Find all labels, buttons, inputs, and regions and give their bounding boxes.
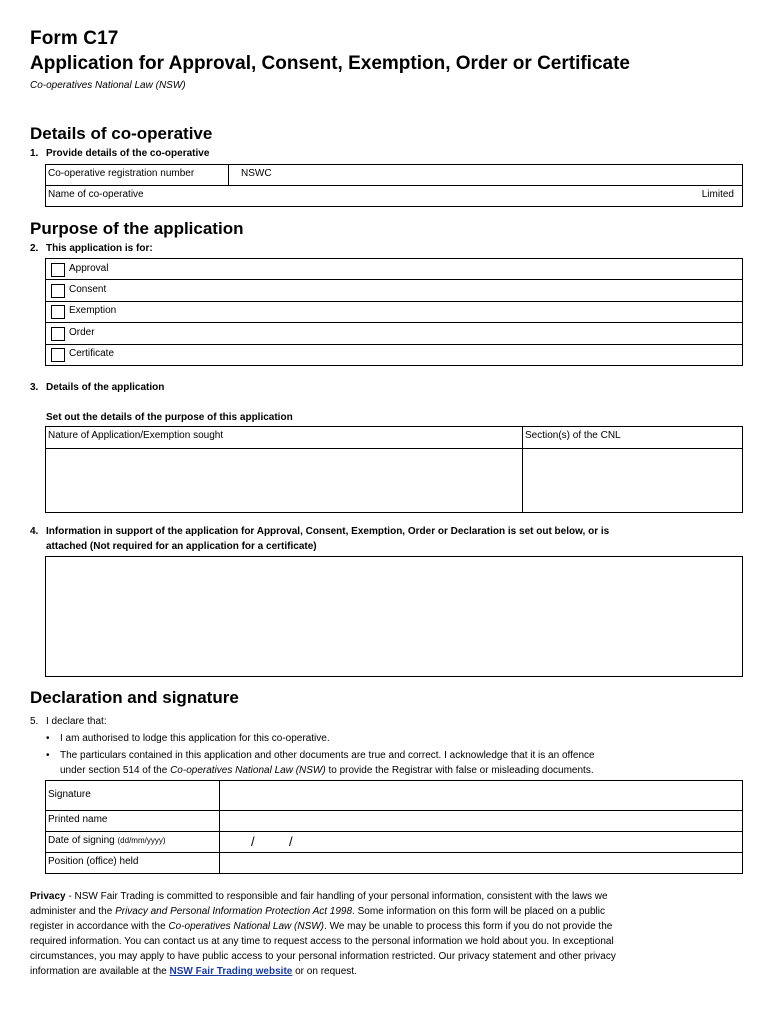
- registration-number-label: Co-operative registration number: [45, 164, 229, 186]
- details-instruction: Set out the details of the purpose of this application: [46, 412, 293, 423]
- option-row-consent: [45, 280, 743, 302]
- registration-prefix: NSWC: [241, 168, 272, 179]
- option-label: Consent: [69, 284, 107, 295]
- section-field[interactable]: [522, 448, 743, 513]
- cooperative-name-field[interactable]: [228, 185, 743, 207]
- bullet-icon: •: [46, 733, 50, 744]
- certificate-checkbox[interactable]: [51, 348, 65, 362]
- printed-name-label: Printed name: [45, 810, 220, 832]
- option-label: Certificate: [69, 348, 115, 359]
- section-heading-details: Details of co-operative: [30, 124, 213, 143]
- question-5: [30, 714, 107, 729]
- question-number: 1.: [30, 148, 39, 159]
- printed-name-field[interactable]: [219, 810, 743, 832]
- date-field[interactable]: [219, 831, 743, 853]
- section-heading-declaration: Declaration and signature: [30, 688, 239, 707]
- bullet-icon: •: [46, 750, 50, 761]
- signature-field[interactable]: [219, 780, 743, 811]
- position-field[interactable]: [219, 852, 743, 874]
- question-number: 5.: [30, 716, 39, 727]
- option-label: Order: [69, 327, 95, 338]
- order-checkbox[interactable]: [51, 327, 65, 341]
- form-title: Application for Approval, Consent, Exemption, Order or Certificate: [30, 53, 630, 74]
- name-suffix: Limited: [701, 189, 734, 200]
- question-text-line-1: Information in support of the application for Approval, Consent, Exemption, Order or Declaration is set out below, or is: [46, 526, 610, 537]
- approval-checkbox[interactable]: [51, 263, 65, 277]
- question-text-line-2: attached (Not required for an application for a certificate): [46, 541, 317, 552]
- question-text: Provide details of the co-operative: [46, 148, 210, 159]
- question-number: 2.: [30, 243, 39, 254]
- option-row-certificate: [45, 344, 743, 366]
- nature-column-header: Nature of Application/Exemption sought: [45, 426, 523, 449]
- section-heading-purpose: Purpose of the application: [30, 219, 244, 238]
- position-label: Position (office) held: [45, 852, 220, 874]
- support-information-field[interactable]: [45, 556, 743, 677]
- exemption-checkbox[interactable]: [51, 305, 65, 319]
- question-1: [30, 148, 209, 159]
- date-separator: /: [289, 834, 293, 849]
- nature-field[interactable]: [45, 448, 523, 513]
- question-text: I declare that:: [46, 716, 107, 727]
- question-number: 4.: [30, 526, 39, 537]
- section-column-header: Section(s) of the CNL: [522, 426, 743, 449]
- form-page: Form C17 Application for Approval, Consent, Exemption, Order or Certificate Co-operatives National Law (NSW) Details of co-operative 1. Provide details of the co-operative Co-operative registration number NSWC Name of co-operative Limited Purpose of the application 2. This application is for: Approval Consent Exemption Order Certificate 3. Details of the application Set out the details of the purpose of this application Nature of Application/Exemption sought Section(s) of the CNL 4. Information in support of the application for Approval, Consent, Exemption, Order or Declaration is set out below, or is attached (Not required for an application for a certificate) Declaration and signature 5. I declare that: • I am authorised to lodge this application for this co-operative. • The particulars contained in this application and other documents are true and correct. I acknowledge that it is an offence under section 514 of the Co-operatives National Law (NSW) to provide the Registrar with false or misleading documents. Signature Printed name Date of signing (dd/mm/yyyy) / / Position (office) held Privacy - NSW Fair Trading is committed to responsible and fair handling of your personal information, consistent with the laws we administer and the Privacy and Personal Information Protection Act 1998. Some information on this form will be placed on a public register in accordance with the Co-operatives National Law (NSW). We may be unable to process this form if you do not provide the required information. You can contact us at any time to request access to the personal information we hold about you. In exceptional circumstances, you may apply to have public access to your personal information restricted. Our privacy statement and other privacy information are available at the NSW Fair Trading website or on request.: [0, 0, 770, 1024]
- option-row-order: [45, 323, 743, 345]
- question-text: This application is for:: [46, 243, 153, 254]
- question-number: 3.: [30, 382, 39, 393]
- privacy-heading: Privacy: [30, 891, 66, 902]
- question-3: [30, 382, 164, 393]
- option-label: Approval: [69, 263, 109, 274]
- question-text: Details of the application: [46, 382, 165, 393]
- question-4: [30, 526, 609, 537]
- form-number: Form C17: [30, 28, 119, 49]
- registration-number-field[interactable]: [228, 164, 743, 186]
- question-2: [30, 243, 153, 254]
- date-separator: /: [251, 834, 255, 849]
- date-format-hint: (dd/mm/yyyy): [117, 836, 166, 845]
- fair-trading-website-link[interactable]: NSW Fair Trading website: [169, 966, 293, 977]
- option-label: Exemption: [69, 305, 117, 316]
- form-subtitle: Co-operatives National Law (NSW): [30, 80, 186, 91]
- option-row-exemption: [45, 301, 743, 323]
- consent-checkbox[interactable]: [51, 284, 65, 298]
- privacy-statement: Privacy - NSW Fair Trading is committed to responsible and fair handling of your personal information, consistent with the laws we administer and the Privacy and Personal Information Protection Act 1998. Some information on this form will be placed on a public register in accordance with the Co-operatives National Law (NSW). We may be unable to process this form if you do not provide the required information. You can contact us at any time to request access to the personal information we hold about you. In exceptional circumstances, you may apply to have public access to your personal information restricted. Our privacy statement and other privacy information are available at the NSW Fair Trading website or on request.: [30, 891, 616, 977]
- signature-label: Signature: [45, 780, 220, 811]
- option-row-approval: [45, 258, 743, 280]
- cooperative-name-label: Name of co-operative: [45, 185, 229, 207]
- date-label: Date of signing (dd/mm/yyyy): [45, 831, 220, 853]
